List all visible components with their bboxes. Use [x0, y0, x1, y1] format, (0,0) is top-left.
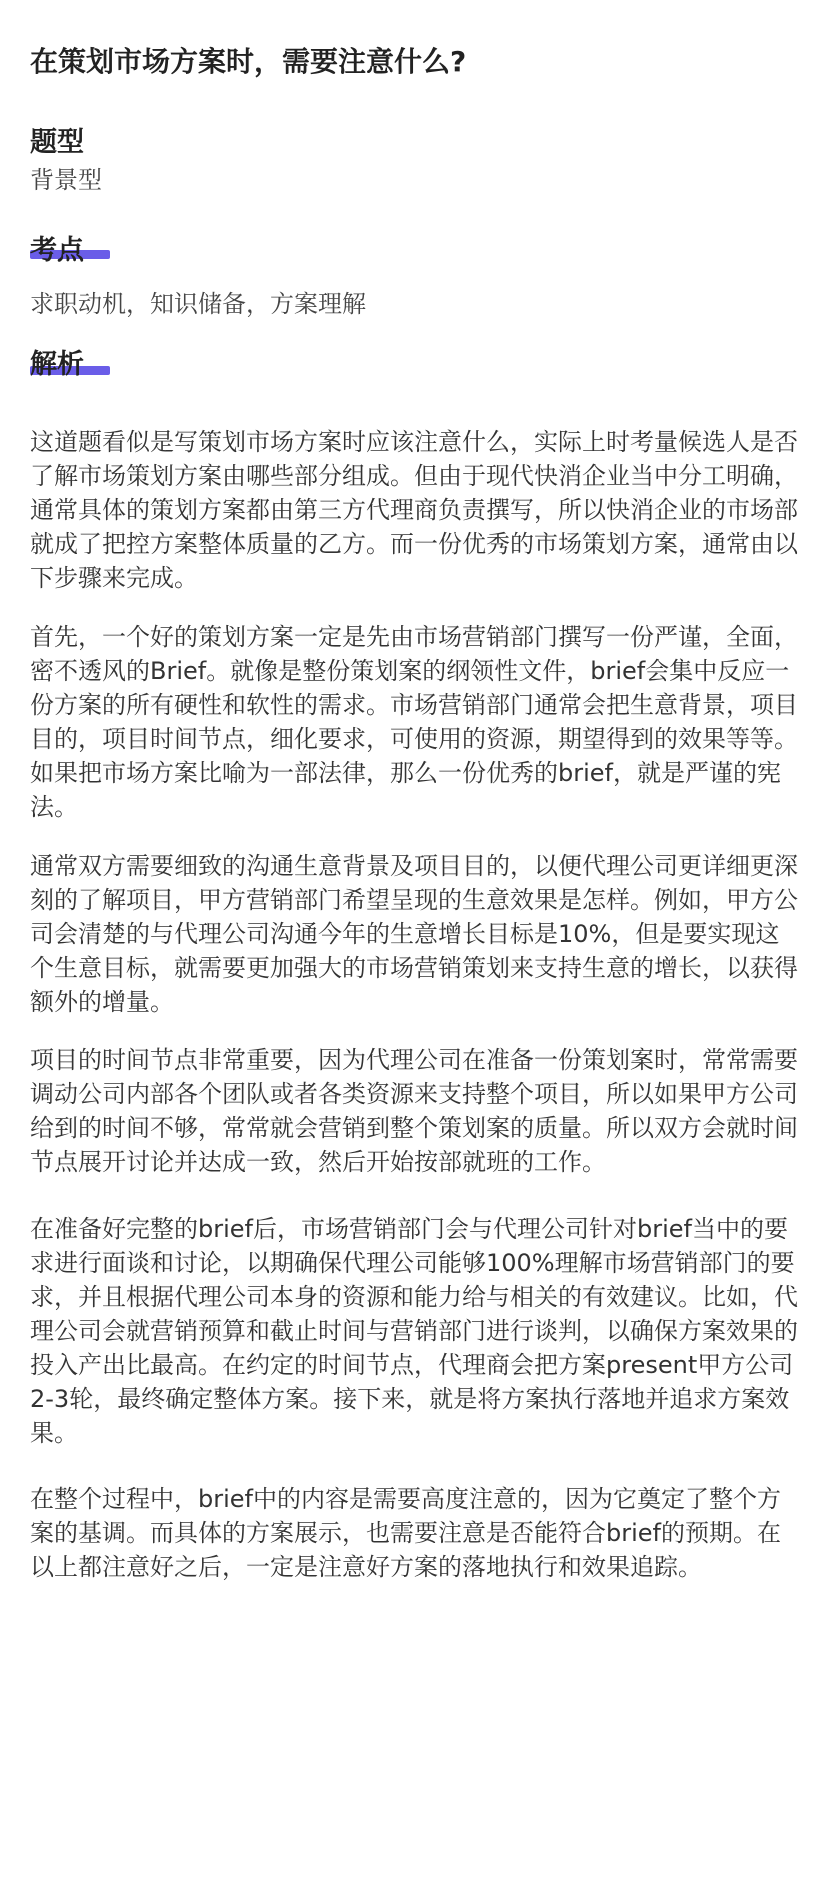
- analysis-paragraph-5: 在准备好完整的brief后，市场营销部门会与代理公司针对brief当中的要求进行面谈和讨论，以期确保代理公司能够100%理解市场营销部门的要求，并且根据代理公司本身的资源和能力给与相关的有效建议。比如，代理公司会就营销预算和截止时间与营销部门进行谈判，以确保方案效果的投入产出比最高。在约定的时间节点，代理商会把方案present甲方公司2-3轮，最终确定整体方案。接下来，就是将方案执行落地并追求方案效果。: [30, 1215, 798, 1447]
- section-heading-type: 题型: [30, 127, 84, 158]
- section-heading-points: 考点: [30, 235, 84, 266]
- analysis-paragraph-6: 在整个过程中，brief中的内容是需要高度注意的，因为它奠定了整个方案的基调。而具体的方案展示，也需要注意是否能符合brief的预期。在以上都注意好之后，一定是注意好方案的落地执行和效果追踪。: [30, 1485, 781, 1581]
- page-title: 在策划市场方案时，需要注意什么?: [30, 45, 467, 78]
- section-value-type: 背景型: [30, 166, 102, 194]
- analysis-paragraph-2: 首先，一个好的策划方案一定是先由市场营销部门撰写一份严谨，全面，密不透风的Brief。就像是整份策划案的纲领性文件，brief会集中反应一份方案的所有硬性和软性的需求。市场营销部门通常会把生意背景，项目目的，项目时间节点，细化要求，可使用的资源，期望得到的效果等等。如果把市场方案比喻为一部法律，那么一份优秀的brief，就是严谨的宪法。: [30, 623, 798, 821]
- section-value-points: 求职动机，知识储备，方案理解: [30, 290, 366, 318]
- section-heading-analysis: 解析: [30, 349, 84, 380]
- analysis-paragraph-3: 通常双方需要细致的沟通生意背景及项目目的，以便代理公司更详细更深刻的了解项目，甲方营销部门希望呈现的生意效果是怎样。例如，甲方公司会清楚的与代理公司沟通今年的生意增长目标是10%，但是要实现这个生意目标，就需要更加强大的市场营销策划来支持生意的增长，以获得额外的增量。: [30, 852, 798, 1016]
- analysis-paragraph-1: 这道题看似是写策划市场方案时应该注意什么，实际上时考量候选人是否了解市场策划方案由哪些部分组成。但由于现代快消企业当中分工明确，通常具体的策划方案都由第三方代理商负责撰写，所以快消企业的市场部就成了把控方案整体质量的乙方。而一份优秀的市场策划方案，通常由以下步骤来完成。: [30, 428, 798, 592]
- analysis-paragraph-4: 项目的时间节点非常重要，因为代理公司在准备一份策划案时，常常需要调动公司内部各个团队或者各类资源来支持整个项目，所以如果甲方公司给到的时间不够，常常就会营销到整个策划案的质量。所以双方会就时间节点展开讨论并达成一致，然后开始按部就班的工作。: [30, 1046, 798, 1176]
